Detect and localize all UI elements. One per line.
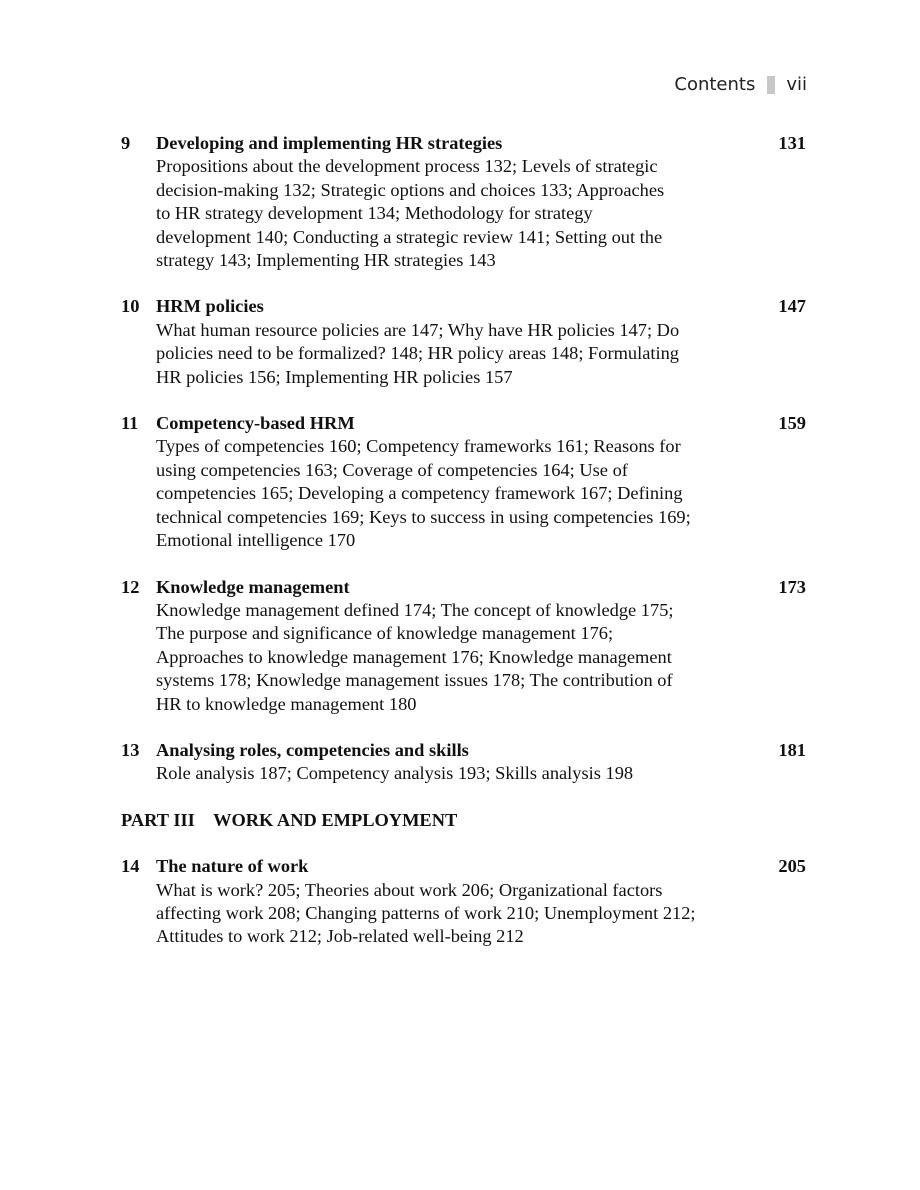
chapter-title[interactable]: Knowledge management [156,576,350,597]
topic-line: What human resource policies are 147; Why have HR policies 147; Do [156,319,680,340]
toc-entry-chapter-11[interactable] [121,412,809,552]
chapter-topics [156,599,746,716]
topic-line: The purpose and significance of knowledge management 176; [156,623,614,644]
chapter-topics [156,762,746,785]
chapter-number: 10 [121,296,140,317]
chapter-page-number: 159 [778,413,806,434]
chapter-number: 14 [121,856,140,877]
chapter-title[interactable]: HRM policies [156,296,264,317]
chapter-page-number: 131 [778,133,806,153]
chapter-page-number: 181 [778,739,806,760]
toc-entry-chapter-9[interactable] [121,132,809,272]
topic-line: to HR strategy development 134; Methodology for strategy [156,203,593,224]
topic-line: Attitudes to work 212; Job-related well-being 212 [156,926,524,947]
chapter-title[interactable]: Analysing roles, competencies and skills [156,739,469,760]
topic-line: Types of competencies 160; Competency frameworks 161; Reasons for [156,436,681,457]
toc-entry-chapter-10[interactable] [121,295,809,389]
topic-line: affecting work 208; Changing patterns of work 210; Unemployment 212; [156,902,696,923]
topic-line: decision-making 132; Strategic options and choices 133; Approaches [156,179,665,200]
topic-line: HR policies 156; Implementing HR policies 157 [156,366,513,387]
chapter-title[interactable]: Developing and implementing HR strategies [156,133,503,153]
table-of-contents [121,132,809,972]
chapter-number: 9 [121,133,131,153]
chapter-page-number: 173 [778,576,806,597]
topic-line: development 140; Conducting a strategic review 141; Setting out the [156,226,663,247]
chapter-title[interactable]: The nature of work [156,856,309,877]
topic-line: Emotional intelligence 170 [156,530,356,551]
topic-line: Knowledge management defined 174; The concept of knowledge 175; [156,599,674,620]
toc-entry-chapter-12[interactable] [121,576,809,716]
part-label: PART III [121,809,195,830]
topic-line: Propositions about the development process 132; Levels of strategic [156,156,658,177]
topic-line: What is work? 205; Theories about work 206; Organizational factors [156,879,663,900]
topic-line: Role analysis 187; Competency analysis 193; Skills analysis 198 [156,763,634,784]
topic-line: technical competencies 169; Keys to success in using competencies 169; [156,506,691,527]
chapter-topics [156,319,746,389]
chapter-topics [156,155,746,272]
chapter-number: 12 [121,576,140,597]
running-head-page-number: vii [786,74,807,95]
running-head [674,74,807,95]
chapter-number: 13 [121,739,140,760]
topic-line: using competencies 163; Coverage of competencies 164; Use of [156,459,628,480]
chapter-page-number: 205 [778,856,806,877]
topic-line: Approaches to knowledge management 176; Knowledge management [156,646,672,667]
topic-line: strategy 143; Implementing HR strategies 143 [156,250,496,271]
topic-line: policies need to be formalized? 148; HR policy areas 148; Formulating [156,343,679,364]
toc-entry-chapter-13[interactable] [121,739,809,786]
chapter-topics [156,879,746,949]
topic-line: competencies 165; Developing a competency framework 167; Defining [156,483,683,504]
running-head-section: Contents [674,74,756,95]
chapter-topics [156,435,746,552]
chapter-number: 11 [121,413,139,434]
chapter-page-number: 147 [778,296,806,317]
topic-line: HR to knowledge management 180 [156,693,417,714]
part-title: WORK AND EMPLOYMENT [213,809,458,830]
part-heading [121,809,809,832]
running-head-divider [767,76,775,94]
chapter-title[interactable]: Competency-based HRM [156,413,355,434]
toc-entry-chapter-14[interactable] [121,855,809,949]
topic-line: systems 178; Knowledge management issues 178; The contribution of [156,670,673,691]
